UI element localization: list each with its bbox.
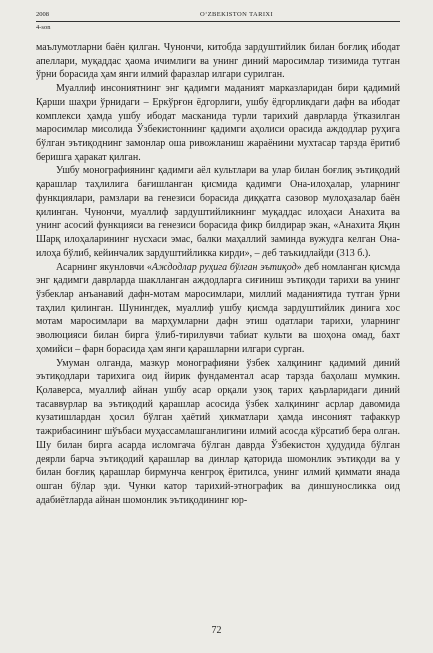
header-issue: 4-son — [36, 24, 51, 31]
header-year: 2008 — [36, 11, 49, 18]
paragraph-4-start: Асарнинг якунловчи « — [56, 261, 152, 273]
section-title-italic: Аждодлар руҳига бўлган эътиқод — [151, 261, 297, 273]
header-divider — [36, 21, 400, 22]
page-number: 72 — [211, 625, 222, 636]
paragraph-5: Умуман олганда, мазкур монографияни ўзбек халқининг қадимий диний эътиқодлари тарихига оид йирик фундаментал асар тарзда баҳолаш мумкин. Қолаверса, муаллиф айнан ушбу асар орқали узоқ тарих қаърларидаги диний тасаввурлар ва эътиқодий қарашлар асосида ўзбек халқининг асрлар давомида кузатишлардан ҳосил бўлган ҳаётий ҳикматлари ҳамда инсоният тафаккур тажрибасининг шўъбаси муҳассамлашганлигини илмий асосда кўрсатиб бера олган. Шу билан бирга асарда исломгача бўлган даврда Ўзбекистон ҳудудида бўлган деярли барча эътиқодий қарашлар ва динлар қаторида шомонлик эътиқоди ва у билан боғлиқ қарашлар бирмунча кенгроқ ёритилса, унинг илмий қиммати янада ошган бўлар эди. Чунки катор тарихий-этнографик ва диншуносликка оид адабиётларда айнан шомонлик эътиқодининг юр- — [36, 357, 400, 506]
paragraph-2: Муаллиф инсониятнинг энг қадимги маданият марказларидан бири қадимий Қарши шаҳри ўрнидаги – Еркўрғон ёдгорлиги, ушбу ёдгорликдаги дафн ва ибодат комплекси ҳамда ушбу ибодат масканида турли тарихий даврларда ўтказилган маросимлар мисолида Ўзбекистоннинг қадимги аҳолиси орасида аждодлар руҳига бўлган эътиқоднинг замонлар оша ривожланиш жараёнини мухтасар тарзда ёритиб беришга ҳаракат қилган. — [36, 83, 400, 163]
body-text — [36, 41, 400, 507]
paragraph-1: маълумотларни баён қилган. Чунончи, китобда зардуштийлик билан боғлиқ ибодат апеллари, муқаддас ҳаома ичимлиги ва унинг диний маросимлар тизимида тутган ўрни борасида ҳам янги илмий фаразлар илгари сурилган. — [36, 42, 400, 81]
paragraph-4 — [36, 261, 400, 357]
paragraph-3: Ушбу монографиянинг қадимги аёл культлари ва улар билан боғлиқ эътиқодий қарашлар таҳлилига бағишланган қисмида қадимги Она-илоҳалар, уларнинг функциялари, рамзлари ва генезиси борасида диққатга сазовор мулоҳазалар баён қилинган. Чунончи, муаллиф зардуштийликнинг муқаддас илоҳаси Анахита ва унинг асосий функцияси ва генезиси борасида фикр билдирар экан, «Анахита Яқин Шарқ илоҳаларининг нусхаси эмас, балки маҳаллий заминда вужудга келган Она-илоҳа бўлиб, кейинчалик зардуштийликка кирди», – деб таъкидлайди (313 б.). — [36, 165, 400, 259]
header-journal-title: O‘ZBEKISTON TARIXI — [200, 11, 274, 18]
paragraph-4-rest: » деб номланган қисмда энг қадимги даврларда шаклланган аждодларга сиғиниш эътиқоди тарихи ва унинг ўзбеклар анъанавий дафн-мотам маросимлари, миллий маданиятида тутган ўрни таҳлил қилинган. Шунингдек, муаллиф ушбу қисмда зардуштийлик динига хос мотам маросимлари ва марҳумларни дафн этиш одатлари тарихи, уларнинг эволюцияси билан бирга ўлиб-тирилувчи табиат культи ва шоҳона омад, бахт ҳомийси – фарн борасида ҳам янги қарашларни илгари сурган. — [36, 261, 401, 355]
